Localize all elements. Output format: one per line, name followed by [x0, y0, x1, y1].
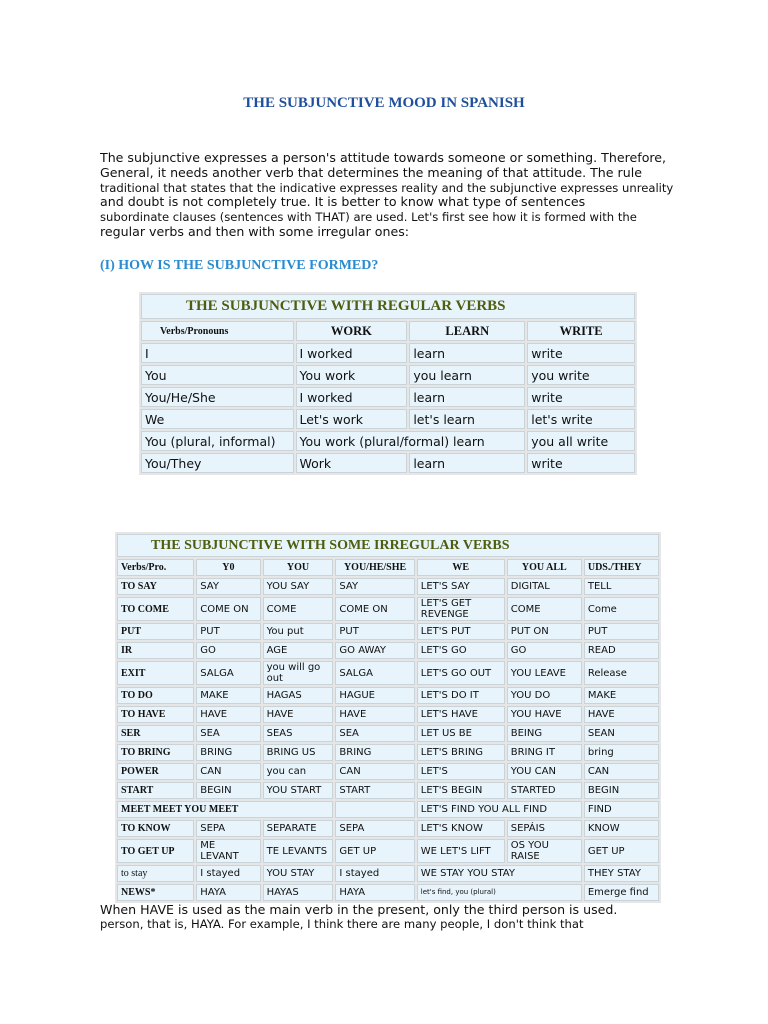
table-cell: I worked: [296, 387, 408, 407]
table-cell: We: [141, 409, 294, 429]
table-cell: SEPA: [335, 820, 414, 837]
column-header: LEARN: [409, 321, 525, 341]
column-header: YOU/HE/SHE: [335, 559, 414, 576]
table-cell: HAYAS: [263, 884, 334, 901]
table-cell: I stayed: [335, 865, 414, 882]
table-cell: LET'S KNOW: [417, 820, 505, 837]
verb-cell: TO GET UP: [117, 839, 194, 863]
table-cell: You/He/She: [141, 387, 294, 407]
table-cell: BRING IT: [507, 744, 582, 761]
verb-cell: to stay: [117, 865, 194, 882]
table-cell: write: [527, 453, 635, 473]
table-cell: COME ON: [335, 597, 414, 621]
table-cell: LET'S PUT: [417, 623, 505, 640]
table-cell: LET'S FIND YOU ALL FIND: [417, 801, 582, 818]
table-cell: You: [141, 365, 294, 385]
intro-line: The subjunctive expresses a person's attitude towards someone or something. Therefore,: [100, 150, 667, 165]
table-cell: LET'S SAY: [417, 578, 505, 595]
table-cell: bring: [584, 744, 659, 761]
table-cell: TELL: [584, 578, 659, 595]
table-cell: BRING: [196, 744, 260, 761]
table-cell: HAVE: [263, 706, 334, 723]
table-row: [117, 744, 659, 761]
verb-cell: TO HAVE: [117, 706, 194, 723]
column-header: UDS./THEY: [584, 559, 659, 576]
table-row: [117, 820, 659, 837]
column-header: WRITE: [527, 321, 635, 341]
irregular-verbs-table: [115, 532, 661, 903]
table-row: [141, 343, 635, 363]
table-cell: YOU STAY: [263, 865, 334, 882]
verb-cell: TO SAY: [117, 578, 194, 595]
table-cell: learn: [409, 453, 525, 473]
table-cell: LET'S BEGIN: [417, 782, 505, 799]
verb-cell: PUT: [117, 623, 194, 640]
intro-line: traditional that states that the indicative expresses reality and the subjunctive expresses unreality: [100, 180, 674, 195]
table-cell: READ: [584, 642, 659, 659]
table-cell: COME: [507, 597, 582, 621]
table-cell: Emerge find: [584, 884, 659, 901]
verb-cell: TO COME: [117, 597, 194, 621]
table-row: [141, 453, 635, 473]
table-cell: SEA: [196, 725, 260, 742]
table-cell: Let's work: [296, 409, 408, 429]
table-cell: PUT ON: [507, 623, 582, 640]
table-cell: ME LEVANT: [196, 839, 260, 863]
table-cell: BEGIN: [196, 782, 260, 799]
intro-paragraph: [100, 151, 680, 240]
table-cell: LET'S DO IT: [417, 687, 505, 704]
table-cell: HAVE: [196, 706, 260, 723]
table-cell: PUT: [335, 623, 414, 640]
intro-line: subordinate clauses (sentences with THAT) are used. Let's first see how it is formed with the: [100, 210, 637, 225]
table-cell: AGE: [263, 642, 334, 659]
table-cell: WE LET'S LIFT: [417, 839, 505, 863]
verb-cell: NEWS*: [117, 884, 194, 901]
table-cell: START: [335, 782, 414, 799]
table-cell: BRING: [335, 744, 414, 761]
table-cell: DIGITAL: [507, 578, 582, 595]
table-cell: PUT: [584, 623, 659, 640]
table-cell: HAYA: [335, 884, 414, 901]
table-cell: COME: [263, 597, 334, 621]
table-cell: CAN: [196, 763, 260, 780]
table-row: [117, 763, 659, 780]
regular-verbs-table: [139, 292, 637, 475]
table-cell: LET'S GO: [417, 642, 505, 659]
table-cell: SEAN: [584, 725, 659, 742]
table-row: [117, 782, 659, 799]
verb-cell: POWER: [117, 763, 194, 780]
table-cell: FIND: [584, 801, 659, 818]
table-cell: Work: [296, 453, 408, 473]
table-row: [117, 725, 659, 742]
table-cell: SAY: [196, 578, 260, 595]
table-row: [117, 687, 659, 704]
verb-cell: SER: [117, 725, 194, 742]
table-cell: let's learn: [409, 409, 525, 429]
page-title: THE SUBJUNCTIVE MOOD IN SPANISH: [243, 95, 525, 111]
column-header: Y0: [196, 559, 260, 576]
table-cell: GO: [507, 642, 582, 659]
table-cell: HAGUE: [335, 687, 414, 704]
table-cell: GO: [196, 642, 260, 659]
table-cell: SALGA: [335, 661, 414, 685]
table-cell: let's write: [527, 409, 635, 429]
table-row: [117, 597, 659, 621]
table-cell: learn: [409, 387, 525, 407]
table-cell: You put: [263, 623, 334, 640]
table-cell: HAVE: [335, 706, 414, 723]
table-cell: WE STAY YOU STAY: [417, 865, 582, 882]
verb-cell: TO KNOW: [117, 820, 194, 837]
table-cell: BEGIN: [584, 782, 659, 799]
table-row: [117, 578, 659, 595]
table-row: [141, 365, 635, 385]
table-cell: You/They: [141, 453, 294, 473]
table-cell: THEY STAY: [584, 865, 659, 882]
table-cell: TE LEVANTS: [263, 839, 334, 863]
table-cell: SEPA: [196, 820, 260, 837]
verb-cell: TO DO: [117, 687, 194, 704]
table-cell: LET'S HAVE: [417, 706, 505, 723]
table-cell: CAN: [584, 763, 659, 780]
closing-paragraph: [100, 902, 660, 932]
table-cell: you all write: [527, 431, 635, 451]
table-cell: BEING: [507, 725, 582, 742]
column-header: WORK: [296, 321, 408, 341]
table-cell: LET US BE: [417, 725, 505, 742]
table-caption: THE SUBJUNCTIVE WITH SOME IRREGULAR VERBS: [117, 534, 659, 557]
table-cell: GET UP: [584, 839, 659, 863]
table-row: [117, 661, 659, 685]
table-cell: YOU HAVE: [507, 706, 582, 723]
table-cell: SEAS: [263, 725, 334, 742]
table-row: [141, 431, 635, 451]
table-cell: I worked: [296, 343, 408, 363]
table-cell: BRING US: [263, 744, 334, 761]
table-row: [117, 642, 659, 659]
table-cell: GO AWAY: [335, 642, 414, 659]
table-cell: You work (plural/formal) learn: [296, 431, 526, 451]
table-cell: you can: [263, 763, 334, 780]
table-cell: Release: [584, 661, 659, 685]
table-row: [141, 409, 635, 429]
table-cell: write: [527, 343, 635, 363]
table-cell: SAY: [335, 578, 414, 595]
table-cell: MAKE: [584, 687, 659, 704]
table-cell: write: [527, 387, 635, 407]
outro-line: person, that is, HAYA. For example, I think there are many people, I don't think that: [100, 917, 584, 931]
table-cell: YOU LEAVE: [507, 661, 582, 685]
table-cell: you write: [527, 365, 635, 385]
table-cell: YOU START: [263, 782, 334, 799]
table-cell: LET'S GET REVENGE: [417, 597, 505, 621]
verb-cell: START: [117, 782, 194, 799]
intro-line: regular verbs and then with some irregular ones:: [100, 223, 410, 239]
verb-cell: IR: [117, 642, 194, 659]
section-heading: (I) HOW IS THE SUBJUNCTIVE FORMED?: [100, 258, 379, 273]
table-cell: SEPÁIS: [507, 820, 582, 837]
table-cell: COME ON: [196, 597, 260, 621]
table-cell: I stayed: [196, 865, 260, 882]
table-cell: Come: [584, 597, 659, 621]
column-header: Verbs/Pronouns: [141, 321, 294, 341]
verb-cell: MEET MEET YOU MEET: [117, 801, 333, 818]
table-cell: YOU CAN: [507, 763, 582, 780]
table-row: [117, 623, 659, 640]
table-cell: learn: [409, 343, 525, 363]
table-cell: GET UP: [335, 839, 414, 863]
table-cell: MAKE: [196, 687, 260, 704]
table-cell: STARTED: [507, 782, 582, 799]
table-row: [141, 387, 635, 407]
table-cell: PUT: [196, 623, 260, 640]
table-cell: I: [141, 343, 294, 363]
table-cell: YOU SAY: [263, 578, 334, 595]
verb-cell: TO BRING: [117, 744, 194, 761]
table-cell: LET'S: [417, 763, 505, 780]
table-cell: [335, 801, 414, 818]
table-caption: THE SUBJUNCTIVE WITH REGULAR VERBS: [141, 294, 635, 319]
intro-line: General, it needs another verb that determines the meaning of that attitude. The rule: [100, 164, 642, 180]
table-cell: CAN: [335, 763, 414, 780]
table-cell: YOU DO: [507, 687, 582, 704]
column-header: YOU ALL: [507, 559, 582, 576]
table-cell: KNOW: [584, 820, 659, 837]
table-cell: You (plural, informal): [141, 431, 294, 451]
table-cell: OS YOU RAISE: [507, 839, 582, 863]
table-cell: HAGAS: [263, 687, 334, 704]
table-cell: HAVE: [584, 706, 659, 723]
column-header: YOU: [263, 559, 334, 576]
table-cell: LET'S GO OUT: [417, 661, 505, 685]
table-cell: let's find, you (plural): [417, 884, 582, 901]
table-cell: you learn: [409, 365, 525, 385]
outro-line: When HAVE is used as the main verb in the present, only the third person is used.: [100, 902, 618, 917]
verb-cell: EXIT: [117, 661, 194, 685]
column-header: WE: [417, 559, 505, 576]
table-cell: HAYA: [196, 884, 260, 901]
table-cell: SALGA: [196, 661, 260, 685]
table-row: [117, 839, 659, 863]
table-row: [117, 706, 659, 723]
column-header: Verbs/Pro.: [117, 559, 194, 576]
table-cell: You work: [296, 365, 408, 385]
table-row: [117, 865, 659, 882]
intro-line: and doubt is not completely true. It is better to know what type of sentences: [100, 194, 586, 210]
table-cell: SEPARATE: [263, 820, 334, 837]
table-cell: SEA: [335, 725, 414, 742]
table-cell: LET'S BRING: [417, 744, 505, 761]
table-cell: you will go out: [263, 661, 334, 685]
table-row: [117, 884, 659, 901]
table-row: [117, 801, 659, 818]
